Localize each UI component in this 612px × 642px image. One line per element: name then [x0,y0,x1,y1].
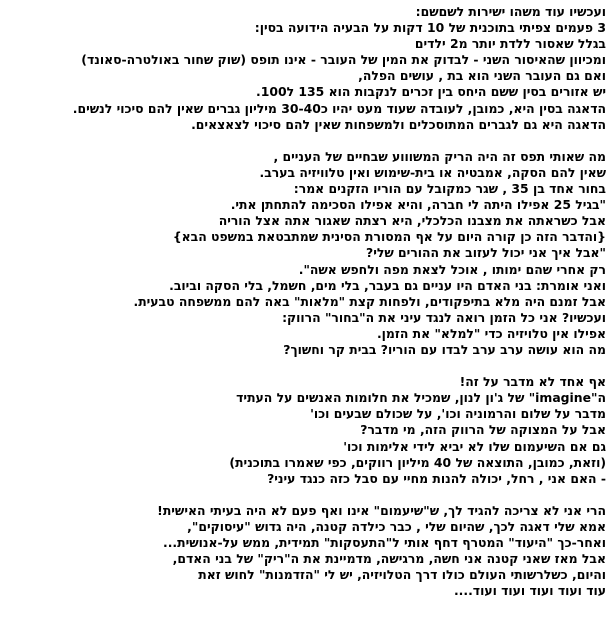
text-line: ועכשיו? אני כל הזמן רואה לנגד עיני את ה"בחור" הרווק: [282,309,606,325]
text-line: יש אזורים בסין ששם היחס בין זכרים לנקבות הוא 135 ל100. [256,84,606,100]
text-line: אפילו אין טלויזיה כדי "למלא" את הזמן. [376,325,606,341]
paragraph [6,503,606,600]
text-line: רק אחרי שהם ימותו , אוכל לצאת מפה ולחפש אשה". [298,261,606,277]
paragraph-spacer [6,487,606,503]
paragraph-spacer [6,133,606,149]
paragraph [6,4,606,133]
text-line: והיום, כשלרשותי העולם כולו דרך הטלויזיה, יש לי "הזדמנות" לחוש זאת [198,567,606,583]
text-line: בחור אחד בן 35 , שגר כמקובל עם הוריו הזקנים אמר: [293,181,606,197]
text-line: (וזאת, כמובן, התוצאה של 40 מיליון רווקים, כפי שאמרו בתוכנית) [229,454,606,470]
text-line: אבל על המצוקה של הרווק הזה, מי מדבר? [360,422,606,438]
text-line: אף אחד לא מדבר על זה! [459,374,606,390]
paragraph [6,374,606,487]
text-line: אמא שלי דאגה לכך, שהיום שלי , כבר כילדה קטנה, היה גדוש "עיסוקים", [187,519,606,534]
text-line: מדבר על שלום והרמוניה וכו', על שכולם שבעים וכו' [310,406,606,422]
text-line: {והדבר הזה כן קורה היום על אף המסורת הסינית שמתבטאת במשפט הבא} [172,229,606,245]
text-line: הדאגה בסין היא, כמובן, לעובדה שעוד מעט יהיו כ30-40 מיליון גברים שאין להם סיכוי לנשים. [72,100,606,116]
text-line: "אבל איך אני יכול לעזוב את ההורים שלי? [366,245,606,261]
paragraph-spacer [6,358,606,374]
text-line: "בגיל 25 אפילו היתה לי חברה, והיא אפילו הסכימה להתחתן אתי. [230,197,606,213]
text-line: - האם אני , רחל, יכולה להנות מחיי עם סבל כזה כנגד עיני? [267,470,606,486]
text-line: הדאגה היא גם לגברים המתוסכלים ולמשפחות שאין להם סיכוי לצאצאים. [191,116,606,132]
text-line: שאין להם הסקה, אמבטיה או בית-שימוש ואין טלוויזיה בערב. [259,164,606,180]
text-line: ואם גם העובר השני הוא בת , עושים הפלה, [358,68,606,84]
text-line: עוד ועוד ועוד ועוד ועוד.... [453,583,606,599]
text-line: מה שאותי תפס זה היה הריק המשוווע שבחיים של העניים , [273,148,606,164]
text-line: מה הוא עושה ערב ערב לבדו עם הוריו? בבית קר וחשוך? [283,341,606,357]
text-line: אבל כשראתה את מצבנו הכלכלי, היא רצתה שאגור אתה אצל הוריה [218,213,606,229]
text-line: בגלל שאסור ללדת יותר מ2 ילדים [414,36,606,52]
text-line: ה"imagine" של ג'ון לנון, שמכיל את חלומות האנשים על העתיד [236,390,606,406]
text-line: 3 פעמים צפיתי בתוכנית של 10 דקות על הבעיה הידועה בסין: [254,20,606,36]
document-body [6,4,606,599]
text-line: ואני אומרת: בני האדם היו עניים גם בעבר, בלי מים, חשמל, בלי הסקה וביוב. [169,277,606,293]
text-line: ואחר-כך "היעוד" המטרף דחף אותי ל"התעסקות" תמידית, ממש על-אנושית... [162,535,606,551]
text-line: גם אם השיעמום שלו לא יביא לידי אלימות וכו' [343,438,606,454]
text-line: אבל זמנם היה מלא בתיפקודים, ולפחות קצת "מלאות" באה להם ממשפחה טבעית. [133,293,606,309]
text-line: הרי אני לא צריכה להגיד לך, ש"שיעמום" אינו ואף פעם לא היה בעיתי האישית! [157,502,606,518]
text-line: ועכשיו עוד משהו ישירות לשםשם: [415,4,606,19]
text-line: אבל מאז שאני קטנה אני חשה, מרגישה, מדמיינת את ה"ריק" של בני האדם, [172,551,606,567]
paragraph [6,149,606,358]
text-line: ומכיוון שהאיסור השני - לבדוק את המין של העובר - אינו תופס (שוק שחור באולטרה-סאונד) [81,52,606,68]
